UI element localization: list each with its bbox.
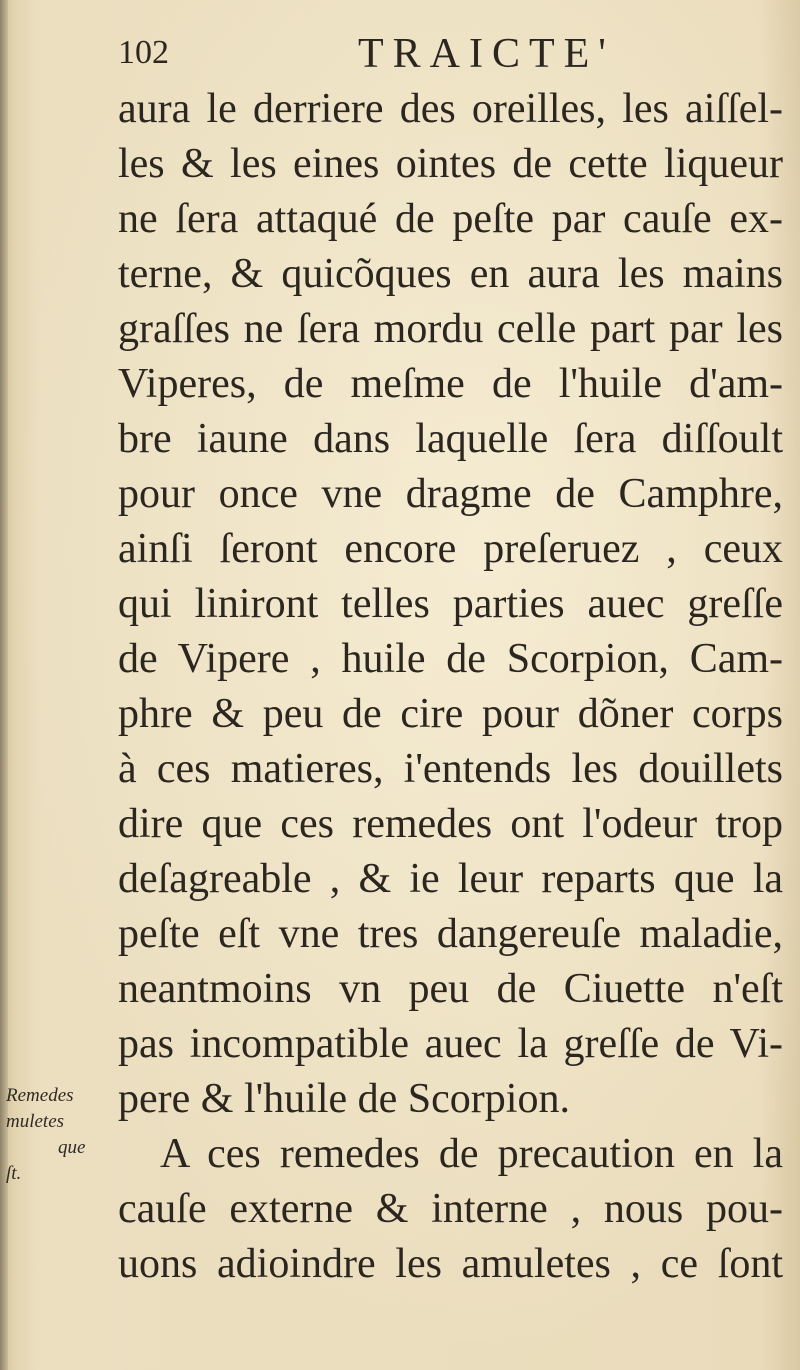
text-line: ainſi ſeront encore preſeruez , ceux [118,526,783,572]
text-line: pere & l'huile de Scorpion. [118,1076,570,1122]
text-line: pas incompatible auec la greſſe de Vi- [118,1021,783,1067]
text-line: terne, & quicõques en aura les mains [118,251,783,297]
text-line: de Vipere , huile de Scorpion, Cam- [118,636,783,682]
margin-note-line: muletes [6,1111,65,1132]
text-line: peſte eſt vne tres dangereuſe maladie, [118,911,783,957]
text-line: pour once vne dragme de Camphre, [118,471,783,517]
text-line: deſagreable , & ie leur reparts que la [118,856,783,902]
text-line: A ces remedes de precaution en la [160,1131,783,1177]
text-line: aura le derriere des oreilles, les aiſſel- [118,86,783,132]
text-line: Viperes, de meſme de l'huile d'am- [118,361,783,407]
text-line: ne ſera attaqué de peſte par cauſe ex- [118,196,783,242]
text-line: les & les eines ointes de cette liqueur [118,141,783,187]
margin-note [6,1083,116,1187]
margin-note-line: ſt. [6,1163,22,1184]
page-number: 102 [118,34,169,71]
margin-note-line: que [58,1137,86,1158]
text-line: bre iaune dans laquelle ſera diſſoult [118,416,783,462]
text-line: dire que ces remedes ont l'odeur trop [118,801,783,847]
text-line: qui liniront telles parties auec greſſe [118,581,783,627]
margin-note-line: Remedes [6,1085,74,1106]
text-line: phre & peu de cire pour dõner corps [118,691,783,737]
text-line: uons adioindre les amuletes , ce ſont [118,1241,783,1287]
text-line: à ces matieres, i'entends les douillets [118,746,783,792]
text-line: graſſes ne ſera mordu celle part par les [118,306,783,352]
text-line: cauſe externe & interne , nous pou- [118,1186,783,1232]
text-line: neantmoins vn peu de Ciuette n'eſt [118,966,783,1012]
running-head [118,30,718,80]
body-text [118,82,783,1292]
running-title: TRAICTE' [358,31,615,77]
